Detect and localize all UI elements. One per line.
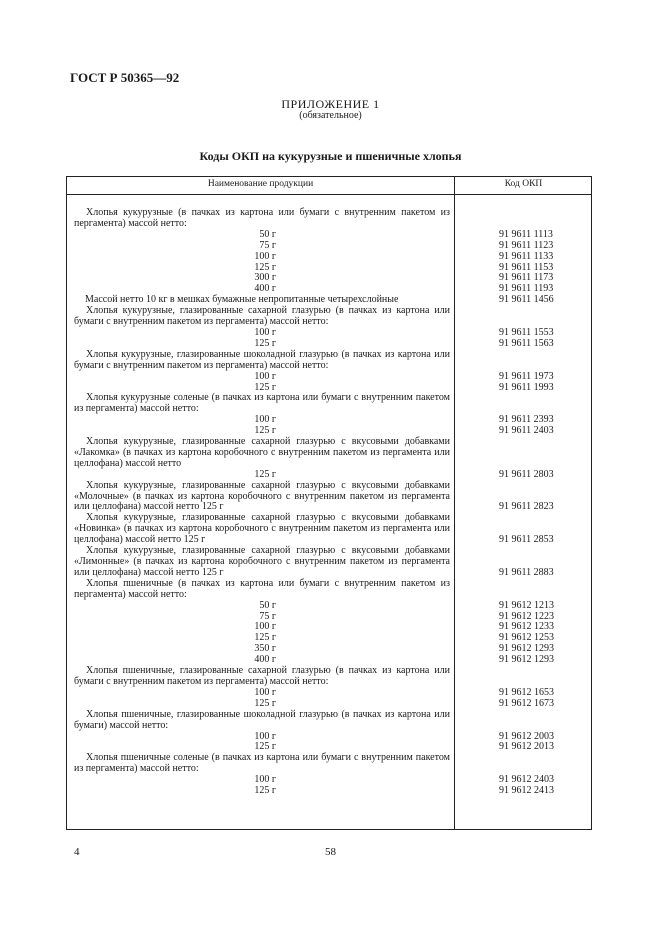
okp-code-cell: 91 9612 2403 (499, 774, 554, 786)
table-row (67, 546, 591, 579)
okp-code-cell: 91 9612 2013 (499, 741, 554, 753)
appendix-subtitle: (обязательное) (299, 110, 362, 121)
net-weight-cell: 50 г (259, 599, 276, 611)
okp-codes-table (66, 176, 592, 830)
table-row (67, 208, 591, 230)
column-header-code: Код ОКП (504, 179, 543, 189)
net-weight-cell: 100 г (254, 686, 276, 698)
okp-code-cell: 91 9611 1123 (499, 239, 554, 251)
okp-code-cell: 91 9612 2413 (499, 785, 554, 797)
okp-code-cell: 91 9612 1293 (499, 643, 554, 655)
column-header-name: Наименование продукции (207, 179, 314, 189)
okp-code-cell: 91 9611 1456 (499, 294, 554, 306)
product-name-cell (67, 753, 454, 775)
net-weight-cell: 350 г (254, 643, 276, 655)
net-weight-cell: 100 г (254, 621, 276, 633)
product-name-text: Хлопья кукурузные, глазированные шоколадной глазурью (в пачках из картона или бумаги с внутренним пакетом из пергамента) массой нетто: (74, 348, 450, 371)
okp-code-cell: 91 9612 1653 (499, 686, 554, 698)
net-weight-cell: 125 г (254, 785, 276, 797)
okp-code-cell: 91 9611 2803 (499, 468, 554, 480)
standard-designation: ГОСТ Р 50365—92 (70, 70, 180, 85)
table-body (67, 208, 591, 797)
product-name-text: Хлопья пшеничные соленые (в пачках из картона или бумаги с внутренним пакетом из пергамента) массой нетто: (74, 752, 450, 775)
okp-code-cell: 91 9611 1993 (499, 381, 554, 393)
net-weight-cell: 125 г (254, 425, 276, 437)
net-weight-cell: 400 г (254, 654, 276, 666)
product-name-text: Хлопья пшеничные (в пачках из картона или бумаги с внутренним пакетом из пергамента) массой нетто: (74, 577, 450, 600)
okp-code-cell: 91 9611 1553 (499, 326, 554, 338)
okp-code-cell: 91 9611 1133 (499, 250, 554, 262)
table-row (67, 666, 591, 688)
net-weight-cell: 125 г (254, 741, 276, 753)
okp-code-cell: 91 9611 2853 (499, 534, 554, 546)
okp-code-cell: 91 9611 2403 (499, 425, 554, 437)
table-row (67, 306, 591, 328)
table-row (67, 393, 591, 415)
net-weight-cell: 100 г (254, 774, 276, 786)
product-name-cell (67, 306, 454, 328)
product-name-cell (67, 710, 454, 732)
product-name-cell (67, 208, 454, 230)
okp-code-cell: 91 9611 1173 (499, 272, 554, 284)
product-name-text: Хлопья кукурузные, глазированные сахарной глазурью с вкусовыми добавками «Новинка» (в пачках из картона коробочного с внутренним пакетом из пергамента или целлофана) массой нетто 125 г (74, 512, 450, 546)
net-weight-cell: 100 г (254, 326, 276, 338)
okp-code-cell: 91 9612 1213 (499, 599, 554, 611)
okp-code-cell: 91 9612 1233 (499, 621, 554, 633)
product-name-cell (67, 393, 454, 415)
table-row (67, 437, 591, 470)
table-row (67, 753, 591, 775)
okp-code-cell: 91 9611 1563 (499, 337, 554, 349)
net-weight-cell: 125 г (254, 468, 276, 480)
net-weight-cell: 75 г (259, 610, 276, 622)
product-name-cell (67, 481, 454, 514)
okp-code-cell: 91 9611 2883 (499, 566, 554, 578)
product-name-cell (67, 546, 454, 579)
table-row (67, 252, 591, 263)
okp-code-cell: 91 9611 2823 (499, 501, 554, 513)
product-name-text: Хлопья кукурузные, глазированные сахарной глазурью с вкусовыми добавками «Молочные» (в пачках из картона коробочного с внутренним пакетом из пергамента или целлофана) массой нетто 125 г (74, 479, 450, 513)
page-number: 58 (325, 846, 336, 858)
product-name-text: Хлопья пшеничные, глазированные шоколадной глазурью (в пачках из картона или бумаги) массой нетто: (74, 708, 450, 731)
product-name-text: Хлопья пшеничные, глазированные сахарной глазурью (в пачках из картона или бумаги с внутренним пакетом из пергамента) массой нетто: (74, 665, 450, 687)
okp-code-cell: 91 9612 1253 (499, 632, 554, 644)
table-row (67, 513, 591, 546)
okp-code-cell: 91 9612 2003 (499, 730, 554, 742)
net-weight-cell: 100 г (254, 370, 276, 382)
net-weight-cell: 300 г (254, 272, 276, 284)
net-weight-cell: 100 г (254, 730, 276, 742)
table-row (67, 579, 591, 601)
okp-code-cell: 91 9612 1223 (499, 610, 554, 622)
table-row (67, 710, 591, 732)
table-row (67, 241, 591, 252)
product-name-text: Хлопья кукурузные, глазированные сахарной глазурью с вкусовыми добавками «Лимонные» (в пачках из картона коробочного с внутренним пакетом из пергамента или целлофана) массой нетто 125 г (74, 545, 450, 578)
table-row (67, 601, 591, 612)
table-row (67, 350, 591, 372)
product-name-text: Хлопья кукурузные (в пачках из картона или бумаги с внутренним пакетом из пергамента) массой нетто: (74, 207, 450, 229)
product-name-cell: Массой нетто 10 кг в мешках бумажные непропитанные четырехслойные (85, 294, 399, 306)
net-weight-cell: 125 г (254, 697, 276, 709)
product-name-cell (67, 437, 454, 470)
net-weight-cell: 75 г (259, 239, 276, 251)
product-name-text: Хлопья кукурузные соленые (в пачках из картона или бумаги с внутренним пакетом из пергамента) массой нетто: (74, 392, 450, 415)
okp-code-cell: 91 9611 1153 (499, 261, 554, 273)
okp-code-cell: 91 9612 1673 (499, 697, 554, 709)
net-weight-cell: 125 г (254, 337, 276, 349)
net-weight-cell: 125 г (254, 261, 276, 273)
product-name-cell (67, 350, 454, 372)
net-weight-cell: 125 г (254, 632, 276, 644)
appendix-title: ПРИЛОЖЕНИЕ 1 (281, 97, 380, 111)
table-row (67, 481, 591, 514)
table-row (67, 786, 591, 797)
product-name-text: Хлопья кукурузные, глазированные сахарной глазурью (в пачках из картона или бумаги с внутренним пакетом из пергамента) массой нетто: (74, 305, 450, 328)
okp-code-cell: 91 9611 1193 (499, 283, 554, 295)
net-weight-cell: 100 г (254, 414, 276, 426)
net-weight-cell: 125 г (254, 381, 276, 393)
okp-code-cell: 91 9612 1293 (499, 654, 554, 666)
table-row (67, 372, 591, 383)
product-name-cell (67, 666, 454, 688)
okp-code-cell: 91 9611 1113 (499, 228, 553, 240)
net-weight-cell: 100 г (254, 250, 276, 262)
net-weight-cell: 400 г (254, 283, 276, 295)
okp-code-cell: 91 9611 1973 (499, 370, 554, 382)
product-name-cell (67, 513, 454, 546)
footer-left-number: 4 (74, 846, 80, 858)
header-divider (67, 194, 591, 195)
okp-code-cell: 91 9611 2393 (499, 414, 554, 426)
product-name-text: Хлопья кукурузные, глазированные сахарной глазурью с вкусовыми добавками «Лакомка» (в пачках из картона коробочного с внутренним пакетом из пергамента или целлофана) массой нетто (74, 436, 450, 469)
table-title: Коды ОКП на кукурузные и пшеничные хлопья (199, 149, 462, 163)
net-weight-cell: 50 г (259, 228, 276, 240)
product-name-cell (67, 579, 454, 601)
